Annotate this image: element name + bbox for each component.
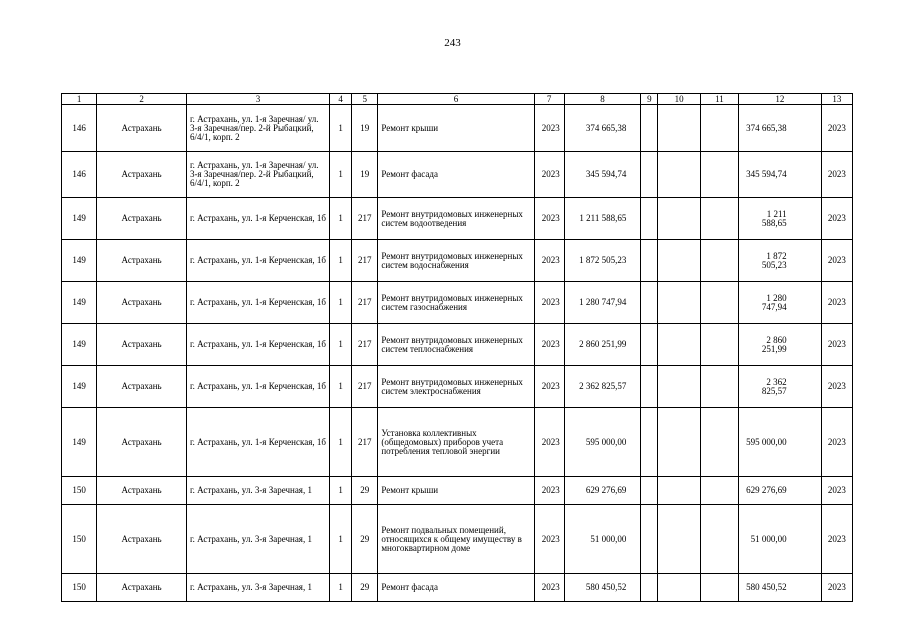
year-end: 2023: [821, 152, 852, 198]
row-number: 150: [62, 574, 97, 602]
year-end: 2023: [821, 366, 852, 408]
address: г. Астрахань, ул. 1-я Заречная/ ул. 3-я Заречная/пер. 2-й Рыбацкий, 6/4/1, корп. 2: [186, 105, 329, 152]
work-type: Ремонт фасада: [378, 152, 534, 198]
col-10: [658, 408, 700, 477]
work-type: Установка коллективных (общедомовых) приборов учета потребления тепловой энергии: [378, 408, 534, 477]
municipality: Астрахань: [97, 574, 187, 602]
col-11: [700, 408, 738, 477]
table-row: [62, 152, 853, 198]
year: 2023: [534, 324, 564, 366]
year: 2023: [534, 408, 564, 477]
work-type: Ремонт внутридомовых инженерных систем водоотведения: [378, 198, 534, 240]
municipality: Астрахань: [97, 477, 187, 505]
row-number: 149: [62, 408, 97, 477]
col-9: [641, 477, 658, 505]
address: г. Астрахань, ул. 1-я Керченская, 1б: [186, 324, 329, 366]
column-header: 9: [641, 94, 658, 105]
year: 2023: [534, 282, 564, 324]
col-9: [641, 240, 658, 282]
column-header: 1: [62, 94, 97, 105]
table-row: [62, 477, 853, 505]
col-11: [700, 574, 738, 602]
col-10: [658, 282, 700, 324]
cost-total: 2 362 825,57: [739, 366, 822, 408]
col-11: [700, 240, 738, 282]
table-row: [62, 324, 853, 366]
column-header: 11: [700, 94, 738, 105]
cost-total: 629 276,69: [739, 477, 822, 505]
cost: 2 362 825,57: [564, 366, 641, 408]
municipality: Астрахань: [97, 105, 187, 152]
col-11: [700, 477, 738, 505]
col-9: [641, 282, 658, 324]
table-body: [62, 94, 853, 602]
year-end: 2023: [821, 408, 852, 477]
column-header: 12: [739, 94, 822, 105]
row-number: 149: [62, 324, 97, 366]
column-header: 5: [352, 94, 378, 105]
year: 2023: [534, 366, 564, 408]
col-4: 1: [330, 240, 352, 282]
year-end: 2023: [821, 198, 852, 240]
column-header: 4: [330, 94, 352, 105]
municipality: Астрахань: [97, 282, 187, 324]
col-9: [641, 574, 658, 602]
col-11: [700, 105, 738, 152]
column-header: 13: [821, 94, 852, 105]
col-4: 1: [330, 152, 352, 198]
col-11: [700, 152, 738, 198]
col-9: [641, 505, 658, 574]
cost: 345 594,74: [564, 152, 641, 198]
col-10: [658, 198, 700, 240]
column-header: 10: [658, 94, 700, 105]
cost: 1 280 747,94: [564, 282, 641, 324]
col-9: [641, 198, 658, 240]
col-9: [641, 105, 658, 152]
row-number: 149: [62, 282, 97, 324]
col-11: [700, 282, 738, 324]
col-5: 29: [352, 477, 378, 505]
address: г. Астрахань, ул. 3-я Заречная, 1: [186, 477, 329, 505]
year-end: 2023: [821, 282, 852, 324]
row-number: 149: [62, 366, 97, 408]
cost: 374 665,38: [564, 105, 641, 152]
year: 2023: [534, 198, 564, 240]
year-end: 2023: [821, 505, 852, 574]
municipality: Астрахань: [97, 198, 187, 240]
year-end: 2023: [821, 105, 852, 152]
table-row: [62, 240, 853, 282]
cost: 580 450,52: [564, 574, 641, 602]
year: 2023: [534, 152, 564, 198]
year: 2023: [534, 505, 564, 574]
col-10: [658, 240, 700, 282]
cost: 1 872 505,23: [564, 240, 641, 282]
cost-total: 1 872 505,23: [739, 240, 822, 282]
col-10: [658, 105, 700, 152]
year-end: 2023: [821, 477, 852, 505]
col-10: [658, 324, 700, 366]
work-type: Ремонт подвальных помещений, относящихся к общему имуществу в многоквартирном доме: [378, 505, 534, 574]
cost-total: 2 860 251,99: [739, 324, 822, 366]
year-end: 2023: [821, 574, 852, 602]
year-end: 2023: [821, 324, 852, 366]
col-9: [641, 366, 658, 408]
col-10: [658, 477, 700, 505]
col-4: 1: [330, 477, 352, 505]
col-10: [658, 505, 700, 574]
address: г. Астрахань, ул. 1-я Керченская, 1б: [186, 282, 329, 324]
col-5: 217: [352, 240, 378, 282]
table-row: [62, 366, 853, 408]
col-11: [700, 324, 738, 366]
cost: 595 000,00: [564, 408, 641, 477]
row-number: 149: [62, 198, 97, 240]
col-11: [700, 505, 738, 574]
column-header: 7: [534, 94, 564, 105]
cost: 51 000,00: [564, 505, 641, 574]
municipality: Астрахань: [97, 408, 187, 477]
year-end: 2023: [821, 240, 852, 282]
address: г. Астрахань, ул. 1-я Керченская, 1б: [186, 366, 329, 408]
row-number: 149: [62, 240, 97, 282]
col-4: 1: [330, 408, 352, 477]
address: г. Астрахань, ул. 1-я Заречная/ ул. 3-я Заречная/пер. 2-й Рыбацкий, 6/4/1, корп. 2: [186, 152, 329, 198]
col-9: [641, 324, 658, 366]
col-4: 1: [330, 198, 352, 240]
year: 2023: [534, 105, 564, 152]
municipality: Астрахань: [97, 240, 187, 282]
address: г. Астрахань, ул. 1-я Керченская, 1б: [186, 408, 329, 477]
municipality: Астрахань: [97, 324, 187, 366]
cost: 2 860 251,99: [564, 324, 641, 366]
col-5: 217: [352, 366, 378, 408]
col-5: 217: [352, 198, 378, 240]
row-number: 146: [62, 105, 97, 152]
column-header: 8: [564, 94, 641, 105]
address: г. Астрахань, ул. 3-я Заречная, 1: [186, 574, 329, 602]
col-4: 1: [330, 505, 352, 574]
col-9: [641, 152, 658, 198]
col-10: [658, 152, 700, 198]
col-4: 1: [330, 105, 352, 152]
col-5: 217: [352, 408, 378, 477]
table-row: [62, 505, 853, 574]
cost-total: 51 000,00: [739, 505, 822, 574]
cost-total: 374 665,38: [739, 105, 822, 152]
work-type: Ремонт крыши: [378, 477, 534, 505]
cost-total: 345 594,74: [739, 152, 822, 198]
year: 2023: [534, 240, 564, 282]
work-type: Ремонт внутридомовых инженерных систем электроснабжения: [378, 366, 534, 408]
cost-total: 1 211 588,65: [739, 198, 822, 240]
table-row: [62, 198, 853, 240]
column-number-row: [62, 94, 853, 105]
register-table: [61, 93, 853, 602]
address: г. Астрахань, ул. 3-я Заречная, 1: [186, 505, 329, 574]
row-number: 150: [62, 477, 97, 505]
cost: 1 211 588,65: [564, 198, 641, 240]
column-header: 2: [97, 94, 187, 105]
work-type: Ремонт крыши: [378, 105, 534, 152]
column-header: 3: [186, 94, 329, 105]
address: г. Астрахань, ул. 1-я Керченская, 1б: [186, 198, 329, 240]
col-5: 217: [352, 282, 378, 324]
col-9: [641, 408, 658, 477]
page-number: 243: [444, 37, 461, 49]
table-row: [62, 105, 853, 152]
cost-total: 595 000,00: [739, 408, 822, 477]
col-10: [658, 574, 700, 602]
work-type: Ремонт внутридомовых инженерных систем газоснабжения: [378, 282, 534, 324]
municipality: Астрахань: [97, 505, 187, 574]
municipality: Астрахань: [97, 152, 187, 198]
table-row: [62, 574, 853, 602]
col-11: [700, 198, 738, 240]
col-4: 1: [330, 574, 352, 602]
work-type: Ремонт внутридомовых инженерных систем водоснабжения: [378, 240, 534, 282]
col-5: 19: [352, 105, 378, 152]
column-header: 6: [378, 94, 534, 105]
col-5: 29: [352, 505, 378, 574]
col-4: 1: [330, 324, 352, 366]
year: 2023: [534, 574, 564, 602]
col-4: 1: [330, 282, 352, 324]
col-10: [658, 366, 700, 408]
cost-total: 580 450,52: [739, 574, 822, 602]
municipality: Астрахань: [97, 366, 187, 408]
col-11: [700, 366, 738, 408]
col-5: 217: [352, 324, 378, 366]
table-row: [62, 408, 853, 477]
table-row: [62, 282, 853, 324]
year: 2023: [534, 477, 564, 505]
cost-total: 1 280 747,94: [739, 282, 822, 324]
col-5: 19: [352, 152, 378, 198]
row-number: 146: [62, 152, 97, 198]
cost: 629 276,69: [564, 477, 641, 505]
work-type: Ремонт внутридомовых инженерных систем теплоснабжения: [378, 324, 534, 366]
col-5: 29: [352, 574, 378, 602]
address: г. Астрахань, ул. 1-я Керченская, 1б: [186, 240, 329, 282]
col-4: 1: [330, 366, 352, 408]
work-type: Ремонт фасада: [378, 574, 534, 602]
row-number: 150: [62, 505, 97, 574]
